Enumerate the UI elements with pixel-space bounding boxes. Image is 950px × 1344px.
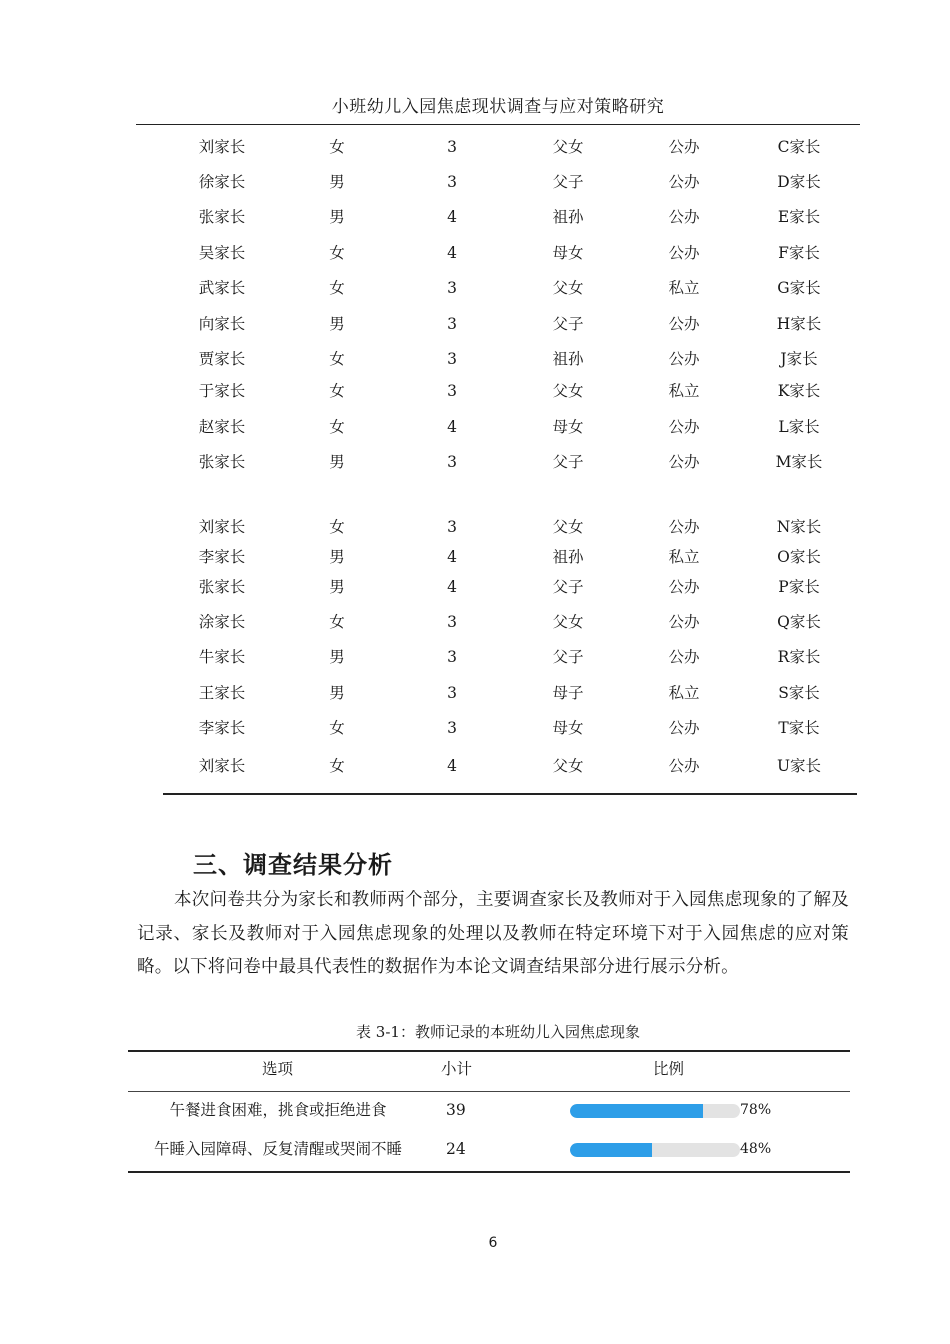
table-caption: 表 3-1：教师记录的本班幼儿入园焦虑现象 [356,1023,640,1041]
cell-gender: 女 [329,244,345,262]
cell-relation: 父女 [552,382,584,400]
cell-gender: 男 [329,315,345,333]
cell-code: U家长 [776,757,822,775]
cell-code: D家长 [777,173,821,191]
cell-gender: 女 [329,518,345,536]
cell-gender: 男 [329,208,345,226]
cell-name: 李家长 [198,719,246,737]
cell-relation: 母子 [552,684,584,702]
table-row [128,1137,850,1161]
cell-school-type: 公办 [668,453,700,471]
column-header-count: 小计 [441,1060,473,1078]
cell-percent: 78% [740,1102,772,1118]
cell-school-type: 公办 [668,719,700,737]
cell-gender: 男 [329,648,345,666]
cell-code: P家长 [778,578,820,596]
cell-name: 刘家长 [198,138,246,156]
cell-name: 赵家长 [198,418,246,436]
table-row [164,135,856,159]
cell-name: 吴家长 [198,244,246,262]
cell-school-type: 公办 [668,757,700,775]
cell-relation: 母女 [552,418,584,436]
table-row [128,1098,850,1122]
table-header-rule [128,1091,850,1092]
cell-code: L家长 [778,418,820,436]
cell-percent: 48% [740,1141,772,1157]
ratio-bar-fill [570,1143,652,1157]
cell-name: 刘家长 [198,518,246,536]
cell-age: 4 [447,757,457,775]
cell-name: 张家长 [198,578,246,596]
table-row [164,681,856,705]
cell-relation: 母女 [552,244,584,262]
cell-age: 3 [447,684,457,702]
cell-relation: 父子 [552,578,584,596]
cell-name: 刘家长 [198,757,246,775]
cell-age: 3 [447,138,457,156]
running-header-title: 小班幼儿入园焦虑现状调查与应对策略研究 [331,97,665,117]
cell-code: S家长 [778,684,820,702]
table-bottom-rule [163,793,857,795]
cell-relation: 父子 [552,453,584,471]
table-row [164,515,856,539]
cell-gender: 男 [329,684,345,702]
cell-school-type: 私立 [668,279,700,297]
table-row [164,645,856,669]
table-bottom-rule [128,1171,850,1173]
cell-name: 于家长 [198,382,246,400]
cell-relation: 祖孙 [552,350,584,368]
cell-gender: 男 [329,578,345,596]
table-row [164,545,856,569]
cell-age: 4 [447,578,457,596]
cell-code: R家长 [777,648,821,666]
table-row [164,379,856,403]
cell-age: 3 [447,382,457,400]
table-row [164,312,856,336]
cell-name: 向家长 [198,315,246,333]
cell-name: 张家长 [198,453,246,471]
cell-age: 4 [447,244,457,262]
cell-school-type: 私立 [668,548,700,566]
cell-school-type: 公办 [668,138,700,156]
cell-code: K家长 [777,382,821,400]
table-row [164,450,856,474]
cell-code: N家长 [776,518,822,536]
cell-age: 3 [447,279,457,297]
cell-code: G家长 [777,279,821,297]
cell-option: 午睡入园障碍、反复清醒或哭闹不睡 [153,1140,402,1158]
cell-gender: 女 [329,138,345,156]
cell-code: T家长 [778,719,820,737]
table-row [164,205,856,229]
table-row [164,241,856,265]
table-row [164,575,856,599]
cell-gender: 男 [329,453,345,471]
cell-school-type: 公办 [668,173,700,191]
cell-relation: 祖孙 [552,548,584,566]
page-number: 6 [488,1235,498,1251]
cell-school-type: 公办 [668,613,700,631]
ratio-bar [570,1104,740,1118]
cell-count: 24 [446,1140,466,1158]
cell-name: 张家长 [198,208,246,226]
cell-age: 3 [447,719,457,737]
cell-age: 3 [447,613,457,631]
cell-school-type: 公办 [668,244,700,262]
cell-relation: 母女 [552,719,584,737]
cell-code: O家长 [777,548,821,566]
cell-relation: 父女 [552,613,584,631]
cell-option: 午餐进食困难，挑食或拒绝进食 [169,1101,387,1119]
cell-age: 4 [447,418,457,436]
cell-age: 3 [447,315,457,333]
ratio-bar-fill [570,1104,703,1118]
header-rule [136,124,860,125]
cell-age: 3 [447,453,457,471]
table-row [164,347,856,371]
cell-count: 39 [446,1101,466,1119]
cell-code: M家长 [775,453,823,471]
table-top-rule [128,1050,850,1052]
cell-relation: 祖孙 [552,208,584,226]
cell-age: 4 [447,548,457,566]
cell-code: J家长 [780,350,818,368]
cell-age: 3 [447,648,457,666]
cell-gender: 男 [329,548,345,566]
table-row [164,170,856,194]
cell-school-type: 私立 [668,684,700,702]
cell-school-type: 公办 [668,315,700,333]
cell-name: 王家长 [198,684,246,702]
cell-school-type: 公办 [668,578,700,596]
cell-code: F家长 [778,244,820,262]
cell-relation: 父女 [552,518,584,536]
cell-relation: 父女 [552,279,584,297]
cell-name: 贾家长 [198,350,246,368]
column-header-option: 选项 [262,1060,294,1078]
cell-school-type: 私立 [668,382,700,400]
cell-name: 涂家长 [198,613,246,631]
cell-gender: 女 [329,279,345,297]
cell-school-type: 公办 [668,350,700,368]
table-row [164,276,856,300]
cell-name: 徐家长 [198,173,246,191]
column-header-ratio: 比例 [653,1060,685,1078]
cell-school-type: 公办 [668,208,700,226]
ratio-bar [570,1143,740,1157]
table-row [164,415,856,439]
cell-school-type: 公办 [668,518,700,536]
cell-gender: 男 [329,173,345,191]
cell-relation: 父子 [552,315,584,333]
cell-gender: 女 [329,719,345,737]
cell-gender: 女 [329,757,345,775]
cell-gender: 女 [329,350,345,368]
cell-code: C家长 [777,138,821,156]
cell-relation: 父女 [552,138,584,156]
cell-code: E家长 [777,208,821,226]
cell-name: 牛家长 [198,648,246,666]
cell-school-type: 公办 [668,418,700,436]
cell-relation: 父女 [552,757,584,775]
cell-age: 3 [447,518,457,536]
cell-gender: 女 [329,418,345,436]
cell-age: 3 [447,173,457,191]
cell-name: 武家长 [198,279,246,297]
cell-relation: 父子 [552,648,584,666]
cell-code: Q家长 [777,613,821,631]
cell-code: H家长 [776,315,822,333]
cell-age: 3 [447,350,457,368]
body-paragraph: 本次问卷共分为家长和教师两个部分，主要调查家长及教师对于入园焦虑现象的了解及记录、家长及教师对于入园焦虑现象的处理以及教师在特定环境下对于入园焦虑的应对策略。以下将问卷中最具代表性的数据作为本论文调查结果部分进行展示分析。 [137,890,849,977]
cell-name: 李家长 [198,548,246,566]
section-heading: 三、调查结果分析 [193,851,393,879]
cell-relation: 父子 [552,173,584,191]
table-row [164,754,856,778]
cell-gender: 女 [329,613,345,631]
cell-age: 4 [447,208,457,226]
cell-gender: 女 [329,382,345,400]
cell-school-type: 公办 [668,648,700,666]
table-row [164,610,856,634]
table-row [164,716,856,740]
